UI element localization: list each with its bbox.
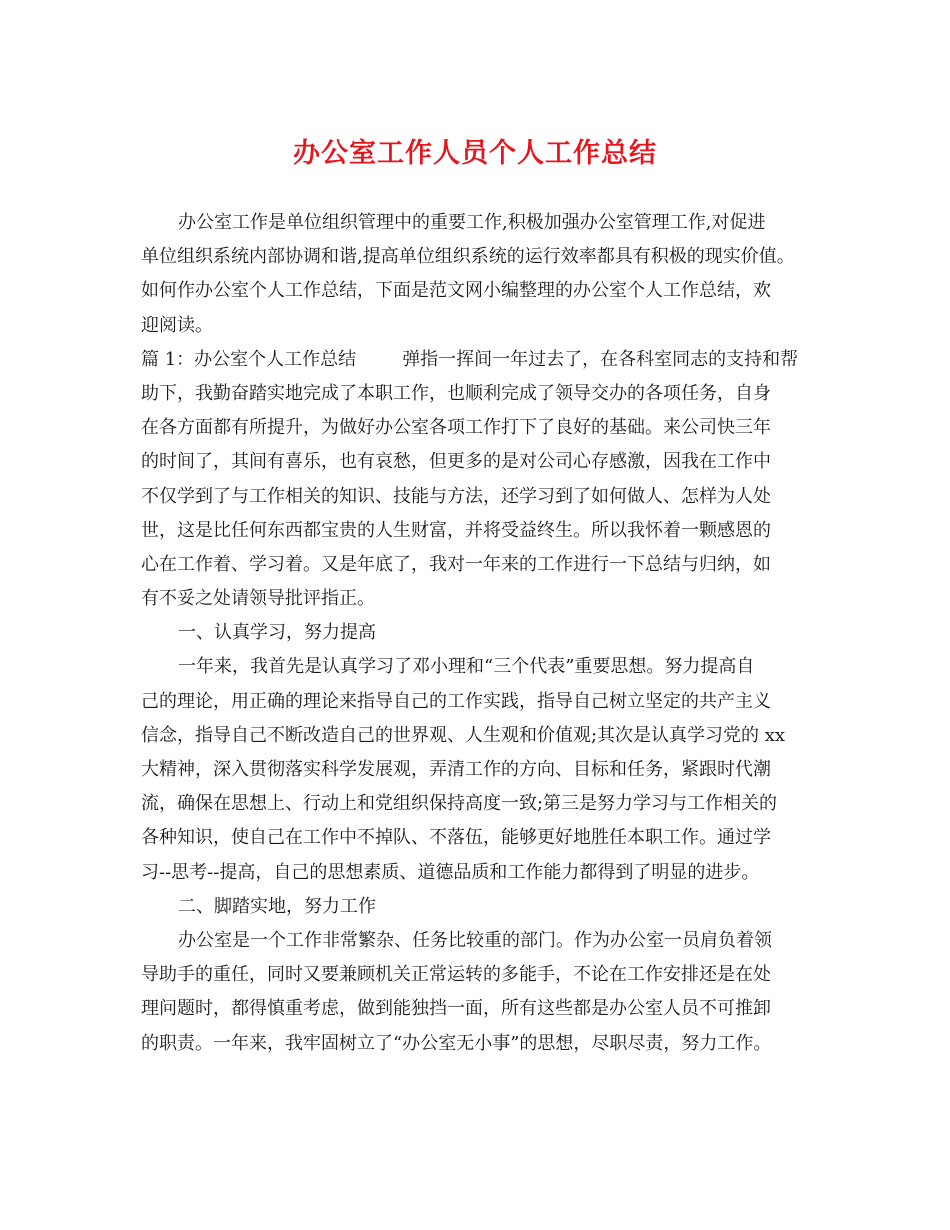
text-line: 世，这是比任何东西都宝贵的人生财富，并将受益终生。所以我怀着一颗感恩的 xyxy=(141,519,771,541)
text-line: 理问题时，都得慎重考虑，做到能独挡一面，所有这些都是办公室人员不可推卸 xyxy=(141,998,771,1020)
text-line: 如何作办公室个人工作总结，下面是范文网小编整理的办公室个人工作总结，欢 xyxy=(141,280,771,302)
document-title: 办公室工作人员个人工作总结 xyxy=(293,138,657,169)
text-line: 习--思考--提高，自己的思想素质、道德品质和工作能力都得到了明显的进步。 xyxy=(141,861,760,883)
text-line: 己的理论，用正确的理论来指导自己的工作实践，指导自己树立坚定的共产主义 xyxy=(141,690,771,712)
text-line: 导助手的重任，同时又要兼顾机关正常运转的多能手，不论在工作安排还是在处 xyxy=(141,964,771,986)
text-line: 的时间了，其间有喜乐，也有哀愁，但更多的是对公司心存感激，因我在工作中 xyxy=(141,451,771,473)
section-heading: 二、脚踏实地，努力工作 xyxy=(178,895,376,917)
section-heading-line xyxy=(141,343,841,377)
text-line: 大精神，深入贯彻落实科学发展观，弄清工作的方向、目标和任务，紧跟时代潮 xyxy=(141,759,771,780)
text-line: 在各方面都有所提升，为做好办公室各项工作打下了良好的基础。来公司快三年 xyxy=(141,417,771,439)
article-intro: 弹指一挥间一年过去了，在各科室同志的支持和帮 xyxy=(402,348,799,370)
text-line: 迎阅读。 xyxy=(141,314,213,336)
text-line: 信念，指导自己不断改造自己的世界观、人生观和价值观;其次是认真学习党的 xx xyxy=(141,724,786,746)
text-line: 流，确保在思想上、行动上和党组织保持高度一致;第三是努力学习与工作相关的 xyxy=(141,793,778,815)
article-heading: 篇 1：办公室个人工作总结 xyxy=(141,348,357,370)
text-line: 有不妥之处请领导批评指正。 xyxy=(141,588,375,610)
text-line: 心在工作着、学习着。又是年底了，我对一年来的工作进行一下总结与归纳，如 xyxy=(141,553,771,575)
text-line: 各种知识，使自己在工作中不掉队、不落伍，能够更好地胜任本职工作。通过学 xyxy=(141,827,771,849)
text-line: 的职责。一年来，我牢固树立了“办公室无小事”的思想，尽职尽责，努力工作。 xyxy=(141,1032,772,1054)
text-line: 办公室是一个工作非常繁杂、任务比较重的部门。作为办公室一员肩负着领 xyxy=(178,929,772,951)
document-body xyxy=(141,206,841,1061)
text-line: 助下，我勤奋踏实地完成了本职工作，也顺利完成了领导交办的各项任务，自身 xyxy=(141,382,771,404)
text-line: 一年来，我首先是认真学习了邓小理和“三个代表”重要思想。努力提高自 xyxy=(178,656,755,678)
section-heading: 一、认真学习，努力提高 xyxy=(178,622,376,644)
text-line: 办公室工作是单位组织管理中的重要工作,积极加强办公室管理工作,对促进 xyxy=(178,212,766,233)
text-line: 单位组织系统内部协调和谐,提高单位组织系统的运行效率都具有积极的现实价值。 xyxy=(141,246,795,268)
text-line: 不仅学到了与工作相关的知识、技能与方法，还学习到了如何做人、怎样为人处 xyxy=(141,485,771,507)
